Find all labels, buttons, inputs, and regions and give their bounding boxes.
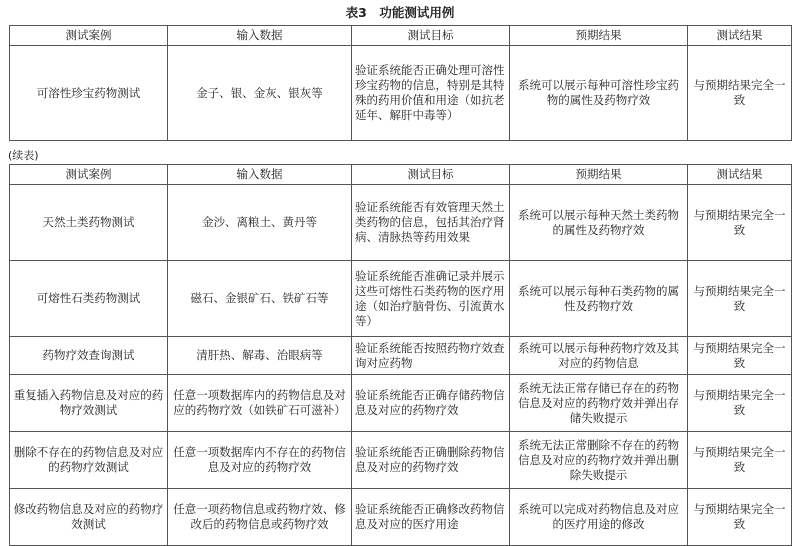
cell-test-case: 可溶性珍宝药物测试: [10, 46, 168, 141]
cell-test-result: 与预期结果完全一致: [688, 432, 792, 489]
table-row: [10, 185, 792, 261]
header-test-result: 测试结果: [688, 165, 792, 185]
cell-input-data: 任意一项药物信息或药物疗效、修改后的药物信息或药物疗效: [168, 489, 352, 546]
cell-test-result: 与预期结果完全一致: [688, 46, 792, 141]
cell-test-case: 可熔性石类药物测试: [10, 261, 168, 337]
cell-test-case: 天然土类药物测试: [10, 185, 168, 261]
cell-test-result: 与预期结果完全一致: [688, 489, 792, 546]
cell-input-data: 任意一项数据库内不存在的药物信息及对应的药物疗效: [168, 432, 352, 489]
header-test-goal: 测试目标: [352, 165, 510, 185]
table-row: [10, 46, 792, 141]
table-header-row: [10, 165, 792, 185]
header-expected-result: 预期结果: [510, 165, 688, 185]
cell-test-case: 删除不存在的药物信息及对应的药物疗效测试: [10, 432, 168, 489]
header-test-result: 测试结果: [688, 26, 792, 46]
cell-test-result: 与预期结果完全一致: [688, 261, 792, 337]
cell-expected-result: 系统无法正常存储已存在的药物信息及对应的药物疗效并弹出存储失败提示: [510, 375, 688, 432]
cell-test-result: 与预期结果完全一致: [688, 337, 792, 375]
table-row: [10, 337, 792, 375]
cell-test-result: 与预期结果完全一致: [688, 375, 792, 432]
cell-test-goal: 验证系统能否正确处理可溶性珍宝药物的信息，特别是其特殊的药用价值和用途（如抗老延年、解肝中毒等）: [352, 46, 510, 141]
cell-test-goal: 验证系统能否正确修改药物信息及对应的医疗用途: [352, 489, 510, 546]
header-input-data: 输入数据: [168, 165, 352, 185]
header-expected-result: 预期结果: [510, 26, 688, 46]
cell-input-data: 金子、银、金灰、银灰等: [168, 46, 352, 141]
cell-expected-result: 系统可以展示每种天然土类药物的属性及药物疗效: [510, 185, 688, 261]
cell-input-data: 任意一项数据库内的药物信息及对应的药物疗效（如铁矿石可滋补）: [168, 375, 352, 432]
cell-test-goal: 验证系统能否正确删除药物信息及对应的药物疗效: [352, 432, 510, 489]
cell-input-data: 清肝热、解毒、治眼病等: [168, 337, 352, 375]
cell-expected-result: 系统无法正常删除不存在的药物信息及对应的药物疗效并弹出删除失败提示: [510, 432, 688, 489]
cell-expected-result: 系统可以完成对药物信息及对应的医疗用途的修改: [510, 489, 688, 546]
header-test-goal: 测试目标: [352, 26, 510, 46]
table-title: 表3 功能测试用例: [345, 5, 455, 20]
table-row: [10, 432, 792, 489]
function-test-table-part2: [9, 164, 792, 546]
cell-test-case: 修改药物信息及对应的药物疗效测试: [10, 489, 168, 546]
continued-label: (续表): [8, 149, 39, 162]
table-row: [10, 489, 792, 546]
cell-test-goal: 验证系统能否按照药物疗效查询对应药物: [352, 337, 510, 375]
table-row: [10, 261, 792, 337]
cell-test-case: 重复插入药物信息及对应的药物疗效测试: [10, 375, 168, 432]
cell-expected-result: 系统可以展示每种可溶性珍宝药物的属性及药物疗效: [510, 46, 688, 141]
cell-test-goal: 验证系统能否正确存储药物信息及对应的药物疗效: [352, 375, 510, 432]
header-test-case: 测试案例: [10, 26, 168, 46]
table-header-row: [10, 26, 792, 46]
cell-expected-result: 系统可以展示每种药物疗效及其对应的药物信息: [510, 337, 688, 375]
cell-test-result: 与预期结果完全一致: [688, 185, 792, 261]
header-input-data: 输入数据: [168, 26, 352, 46]
cell-input-data: 磁石、金银矿石、铁矿石等: [168, 261, 352, 337]
cell-test-goal: 验证系统能否有效管理天然土类药物的信息，包括其治疗肾病、清脉热等药用效果: [352, 185, 510, 261]
table-row: [10, 375, 792, 432]
cell-expected-result: 系统可以展示每种石类药物的属性及药物疗效: [510, 261, 688, 337]
cell-test-case: 药物疗效查询测试: [10, 337, 168, 375]
cell-input-data: 金沙、离粮土、黄丹等: [168, 185, 352, 261]
header-test-case: 测试案例: [10, 165, 168, 185]
cell-test-goal: 验证系统能否准确记录并展示这些可熔性石类药物的医疗用途（如治疗脑骨伤、引流黄水等）: [352, 261, 510, 337]
function-test-table-part1: [9, 25, 792, 141]
